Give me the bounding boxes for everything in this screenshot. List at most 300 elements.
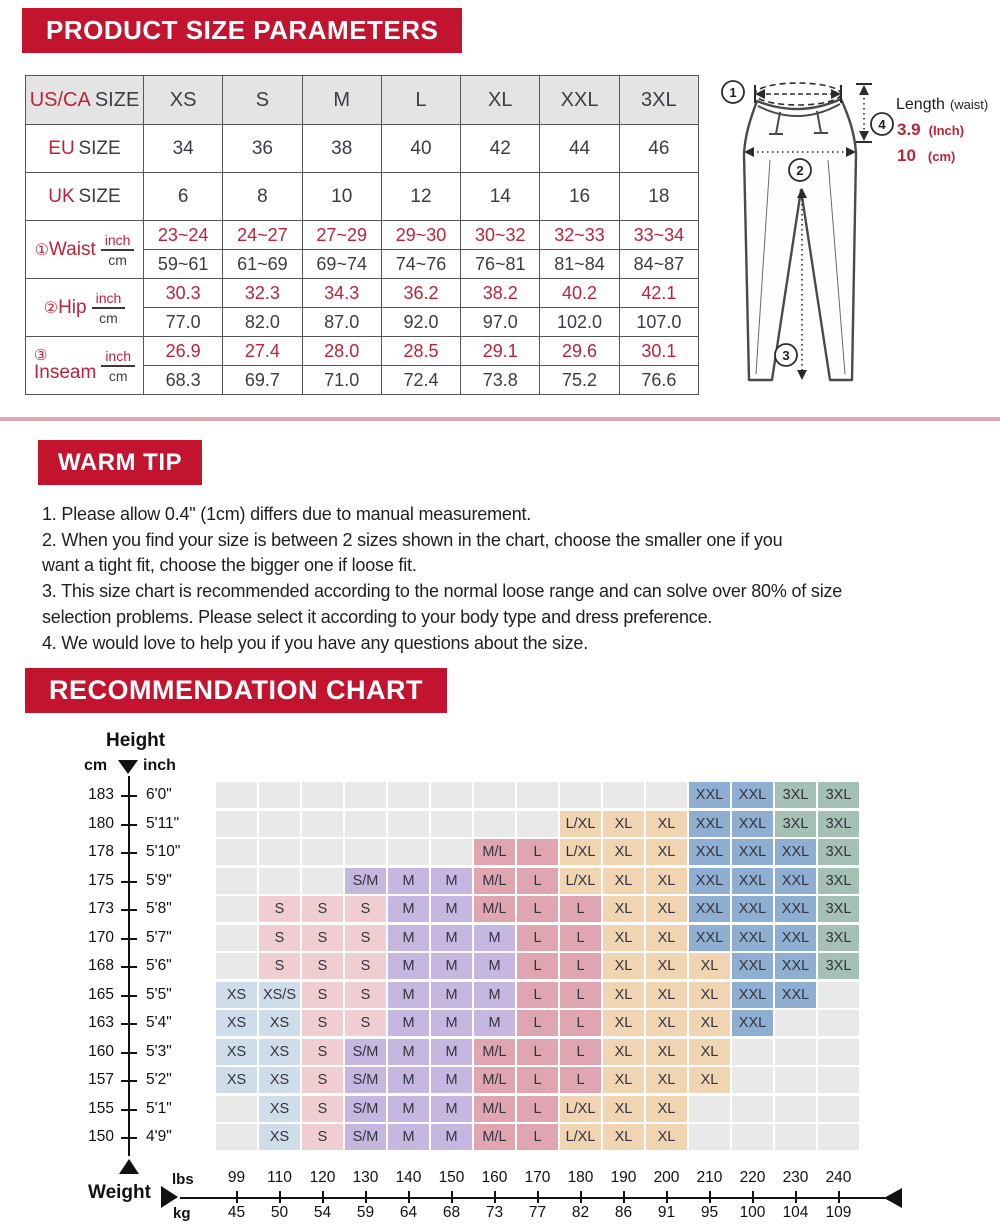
waist-cm-value: 76~81 <box>461 250 540 279</box>
size-cell: M <box>431 1067 472 1093</box>
size-cell: M <box>474 982 515 1008</box>
hip-cm-value: 77.0 <box>144 308 223 337</box>
height-cm-value: 157 <box>88 1071 114 1088</box>
empty-cell <box>818 1010 859 1036</box>
weight-axis-tick <box>365 1191 367 1203</box>
empty-cell <box>431 811 472 837</box>
size-cell: L <box>560 925 601 951</box>
weight-axis-tick <box>709 1191 711 1203</box>
size-cell: XXL <box>775 982 816 1008</box>
height-axis-tick <box>121 1109 137 1111</box>
size-cell: 3XL <box>818 811 859 837</box>
size-cell: M <box>388 953 429 979</box>
inseam-cm-value: 71.0 <box>302 366 381 395</box>
size-cell: M <box>388 1124 429 1150</box>
height-cm-value: 175 <box>88 871 114 889</box>
height-axis-tick <box>121 995 137 997</box>
size-column-header: L <box>381 76 460 125</box>
empty-cell <box>345 811 386 837</box>
size-cell: L <box>517 1010 558 1036</box>
size-cell: XXL <box>732 811 773 837</box>
size-cell: M/L <box>474 1096 515 1122</box>
size-cells <box>216 1096 859 1122</box>
height-axis-title: Height <box>106 730 166 751</box>
empty-cell <box>603 782 644 808</box>
size-table-header-row <box>26 76 699 125</box>
eu-size-value: 42 <box>461 125 540 173</box>
size-cells <box>216 1067 859 1093</box>
size-cell: XL <box>646 1010 687 1036</box>
weight-kg-value: 45 <box>227 1204 246 1221</box>
size-cell: XL <box>646 1039 687 1065</box>
height-cm-value: 180 <box>88 814 114 832</box>
size-cell: XL <box>603 868 644 894</box>
size-cell: L <box>560 1039 601 1065</box>
size-word-label: SIZE <box>90 88 140 111</box>
size-column-header: M <box>302 76 381 125</box>
waist-inch-value: 30~32 <box>461 221 540 250</box>
weight-unit-lbs: lbs <box>172 1171 194 1188</box>
eu-size-value: 44 <box>540 125 619 173</box>
tip-line: 1. Please allow 0.4" (1cm) differs due to manual measurement. <box>42 504 532 524</box>
weight-kg-value: 95 <box>700 1204 719 1221</box>
empty-cell <box>560 782 601 808</box>
inseam-cm-value: 73.8 <box>461 366 540 395</box>
waist-name-text: Waist <box>48 238 96 260</box>
weight-lbs-value: 140 <box>395 1169 422 1186</box>
weight-kg-value: 54 <box>313 1204 332 1221</box>
size-cell: M <box>388 925 429 951</box>
height-row <box>0 782 1000 809</box>
weight-axis-tick <box>537 1191 539 1203</box>
callout-1-number: 1 <box>729 85 737 100</box>
size-word-label: SIZE <box>74 137 121 159</box>
size-cell: M/L <box>474 868 515 894</box>
size-cell: L <box>517 868 558 894</box>
size-cell: M <box>431 953 472 979</box>
size-cell: XS <box>259 1096 300 1122</box>
height-axis-arrow-up-icon <box>119 1159 139 1174</box>
empty-cell <box>732 1067 773 1093</box>
size-cell: XXL <box>689 811 730 837</box>
size-cell: XXL <box>732 896 773 922</box>
empty-cell <box>732 1096 773 1122</box>
size-cell: XXL <box>732 782 773 808</box>
size-cell: L <box>560 896 601 922</box>
size-cell: 3XL <box>775 811 816 837</box>
inseam-inch-row <box>26 337 699 366</box>
size-cell: L/XL <box>560 839 601 865</box>
inseam-cm-value: 76.6 <box>619 366 698 395</box>
weight-kg-value: 100 <box>739 1204 766 1221</box>
size-cell: L <box>560 982 601 1008</box>
size-cell: XS <box>216 1067 257 1093</box>
waist-name <box>35 239 96 261</box>
callout-4-number: 4 <box>878 117 886 132</box>
height-row <box>0 868 1000 895</box>
length-waist-label: Length (waist) <box>896 96 989 113</box>
weight-axis-tick <box>236 1191 238 1203</box>
tip-line: 3. This size chart is recommended according to the normal loose range and can solve over 80% of size <box>42 581 843 602</box>
size-cell: XXL <box>732 839 773 865</box>
size-cell: XL <box>646 839 687 865</box>
empty-cell <box>259 839 300 865</box>
empty-cell <box>517 811 558 837</box>
size-column-header: S <box>223 76 302 125</box>
size-cell: L <box>560 953 601 979</box>
inseam-unit-fraction <box>101 348 135 384</box>
weight-lbs-value: 99 <box>227 1169 246 1186</box>
size-column-header: XL <box>461 76 540 125</box>
empty-cell <box>732 1124 773 1150</box>
weight-lbs-value: 160 <box>481 1169 508 1186</box>
size-cell: XXL <box>732 868 773 894</box>
weight-axis-tick <box>580 1191 582 1203</box>
weight-lbs-value: 170 <box>524 1169 551 1186</box>
hip-label-wrap <box>26 290 143 326</box>
us-ca-region-label: US/CA <box>29 88 91 111</box>
size-cell: XS/S <box>259 982 300 1008</box>
weight-kg-value: 50 <box>270 1204 289 1221</box>
empty-cell <box>216 868 257 894</box>
size-cell: M <box>474 1010 515 1036</box>
height-axis-tick <box>121 1052 137 1054</box>
inseam-inch-value: 26.9 <box>144 337 223 366</box>
hip-cm-value: 87.0 <box>302 308 381 337</box>
size-cell: XL <box>603 1096 644 1122</box>
band-arrowhead-top <box>859 85 869 95</box>
height-axis-tick <box>121 795 137 797</box>
empty-cell <box>259 868 300 894</box>
size-cell: 3XL <box>818 925 859 951</box>
height-cm-value: 173 <box>88 900 114 917</box>
inseam-callout-number: ③ <box>34 346 48 364</box>
weight-lbs-value: 150 <box>438 1169 465 1186</box>
height-row <box>0 1010 1000 1037</box>
size-cell: S <box>302 1067 343 1093</box>
empty-cell <box>689 1124 730 1150</box>
size-cells <box>216 782 859 808</box>
height-cm-value: 178 <box>88 843 114 860</box>
size-cell: XXL <box>689 868 730 894</box>
size-cell: L <box>560 1067 601 1093</box>
size-cells <box>216 1039 859 1065</box>
height-inch-value: 6'0" <box>146 786 172 803</box>
uk-size-value: 12 <box>381 173 460 221</box>
section-title-product-size-parameters: PRODUCT SIZE PARAMETERS <box>22 8 462 53</box>
height-axis-tick <box>121 1080 137 1082</box>
section-divider <box>0 417 1000 421</box>
size-cell: S <box>345 1010 386 1036</box>
size-cell: 3XL <box>775 782 816 808</box>
inseam-inch-value: 30.1 <box>619 337 698 366</box>
uk-size-value: 16 <box>540 173 619 221</box>
height-inch-value: 5'4" <box>146 1014 172 1031</box>
height-cm-value: 150 <box>88 1128 114 1145</box>
size-cell: XL <box>603 982 644 1008</box>
size-cell: L <box>560 1010 601 1036</box>
height-row <box>0 811 1000 838</box>
size-cell: S <box>302 1124 343 1150</box>
height-axis-arrow-down-icon <box>118 760 138 774</box>
height-inch-value: 5'10" <box>146 843 181 860</box>
empty-cell <box>259 782 300 808</box>
size-cell: L <box>517 1096 558 1122</box>
size-cell: XXL <box>689 839 730 865</box>
empty-cell <box>216 1124 257 1150</box>
size-cell: S <box>302 1039 343 1065</box>
empty-cell <box>302 811 343 837</box>
section-title-warm-tip: WARM TIP <box>38 440 202 485</box>
hip-inch-value: 34.3 <box>302 279 381 308</box>
size-cells <box>216 896 859 922</box>
hip-inch-row <box>26 279 699 308</box>
weight-lbs-value: 180 <box>567 1169 594 1186</box>
size-cell: XL <box>603 811 644 837</box>
waist-arrowhead-left <box>755 89 765 99</box>
eu-prefix: EU <box>48 137 75 159</box>
weight-axis-tick <box>279 1191 281 1203</box>
weight-lbs-value: 230 <box>782 1169 809 1186</box>
size-cell: XS <box>216 1039 257 1065</box>
size-cell: L/XL <box>560 811 601 837</box>
size-cell: L/XL <box>560 1124 601 1150</box>
empty-cell <box>216 953 257 979</box>
weight-axis-tick <box>494 1191 496 1203</box>
size-cell: S <box>302 896 343 922</box>
empty-cell <box>388 839 429 865</box>
size-cell: XXL <box>689 925 730 951</box>
size-cell: XS <box>259 1039 300 1065</box>
empty-cell <box>216 811 257 837</box>
inseam-name-text: Inseam <box>34 362 97 384</box>
size-cell: XXL <box>732 1010 773 1036</box>
size-cell: 3XL <box>818 839 859 865</box>
size-cells <box>216 925 859 951</box>
weight-kg-value: 82 <box>571 1204 590 1221</box>
size-cell: XL <box>646 1067 687 1093</box>
weight-kg-value: 73 <box>485 1204 504 1221</box>
empty-cell <box>345 782 386 808</box>
waist-label-wrap <box>26 232 143 268</box>
weight-axis-tick <box>752 1191 754 1203</box>
weight-lbs-value: 200 <box>653 1169 680 1186</box>
height-row <box>0 1096 1000 1123</box>
size-cell: XXL <box>775 896 816 922</box>
size-cell: S <box>345 982 386 1008</box>
weight-kg-value: 77 <box>528 1204 547 1221</box>
band-arrowhead-bottom <box>859 131 869 141</box>
waist-cm-value: 69~74 <box>302 250 381 279</box>
size-column-header: 3XL <box>619 76 698 125</box>
eu-size-value: 46 <box>619 125 698 173</box>
size-cells <box>216 953 859 979</box>
size-cell: XXL <box>732 925 773 951</box>
empty-cell <box>302 839 343 865</box>
uk-size-value: 10 <box>302 173 381 221</box>
size-cell: XL <box>689 1039 730 1065</box>
waist-callout-number: ① <box>34 241 49 259</box>
weight-axis-tick <box>322 1191 324 1203</box>
size-cell: S/M <box>345 1096 386 1122</box>
size-cell: S <box>259 925 300 951</box>
uk-size-value: 18 <box>619 173 698 221</box>
size-cell: XL <box>689 1010 730 1036</box>
waist-row-label <box>26 221 144 279</box>
size-cell: XS <box>216 982 257 1008</box>
weight-axis-arrow-left-icon <box>884 1188 902 1208</box>
hip-name-text: Hip <box>58 296 87 318</box>
weight-axis-line <box>180 1197 885 1199</box>
weight-lbs-value: 220 <box>739 1169 766 1186</box>
size-cell: S <box>345 925 386 951</box>
size-cell: M <box>474 953 515 979</box>
size-cell: L <box>517 1039 558 1065</box>
inseam-row-label <box>26 337 144 395</box>
height-row <box>0 1067 1000 1094</box>
waist-unit-fraction <box>101 232 135 268</box>
size-cell: M <box>431 896 472 922</box>
size-cell: M <box>431 925 472 951</box>
size-cell: XL <box>603 1124 644 1150</box>
size-cells <box>216 982 859 1008</box>
waist-inch-value: 24~27 <box>223 221 302 250</box>
hip-name <box>44 297 87 319</box>
height-axis-tick <box>121 909 137 911</box>
hip-inch-value: 32.3 <box>223 279 302 308</box>
size-cell: M <box>388 896 429 922</box>
size-cell: M <box>431 1039 472 1065</box>
size-cell: XXL <box>689 782 730 808</box>
weight-kg-value: 104 <box>782 1204 809 1221</box>
size-cell: S <box>345 953 386 979</box>
height-cm-value: 163 <box>88 1014 114 1031</box>
size-cell: L <box>517 1067 558 1093</box>
size-cell: S <box>259 896 300 922</box>
empty-cell <box>388 811 429 837</box>
inseam-inch-value: 28.5 <box>381 337 460 366</box>
height-inch-value: 5'2" <box>146 1071 172 1088</box>
size-cell: S <box>302 925 343 951</box>
size-cell: M <box>388 1067 429 1093</box>
height-axis-tick <box>121 938 137 940</box>
pants-measurement-diagram <box>700 72 1000 407</box>
size-cell: XL <box>646 868 687 894</box>
height-row <box>0 1124 1000 1151</box>
size-cell: S <box>345 896 386 922</box>
eu-size-value: 36 <box>223 125 302 173</box>
waist-cm-value: 61~69 <box>223 250 302 279</box>
section-title-recommendation-chart: RECOMMENDATION CHART <box>25 668 447 713</box>
weight-lbs-value: 210 <box>696 1169 723 1186</box>
inseam-label-wrap <box>26 348 143 384</box>
recommendation-chart <box>0 660 1000 1228</box>
uk-size-value: 14 <box>461 173 540 221</box>
hip-inch-value: 30.3 <box>144 279 223 308</box>
inseam-unit-inch: inch <box>101 348 135 367</box>
empty-cell <box>388 782 429 808</box>
weight-kg-value: 91 <box>657 1204 676 1221</box>
size-cell: XXL <box>732 953 773 979</box>
size-table <box>25 75 699 395</box>
empty-cell <box>216 839 257 865</box>
hip-cm-value: 97.0 <box>461 308 540 337</box>
size-cell: XL <box>689 953 730 979</box>
waist-cm-value: 84~87 <box>619 250 698 279</box>
size-cell: XS <box>259 1124 300 1150</box>
height-unit-inch: inch <box>143 757 176 774</box>
empty-cell <box>818 1067 859 1093</box>
size-cell: S <box>302 1010 343 1036</box>
uk-row-label <box>26 173 144 221</box>
empty-cell <box>818 982 859 1008</box>
empty-cell <box>216 1096 257 1122</box>
size-cell: S/M <box>345 1039 386 1065</box>
height-row <box>0 896 1000 923</box>
height-axis-tick <box>121 824 137 826</box>
tip-line: want a tight fit, choose the bigger one if loose fit. <box>42 555 417 576</box>
eu-row-label <box>26 125 144 173</box>
size-cell: S <box>302 1096 343 1122</box>
inseam-inch-value: 28.0 <box>302 337 381 366</box>
uk-size-value: 8 <box>223 173 302 221</box>
weight-axis-tick <box>666 1191 668 1203</box>
eu-size-row <box>26 125 699 173</box>
empty-cell <box>431 782 472 808</box>
size-cells <box>216 1010 859 1036</box>
height-inch-value: 5'8" <box>146 900 172 917</box>
empty-cell <box>259 811 300 837</box>
waist-cm-value: 81~84 <box>540 250 619 279</box>
height-inch-value: 4'9" <box>146 1128 172 1145</box>
size-cells <box>216 811 859 837</box>
size-cell: M <box>388 1039 429 1065</box>
empty-cell <box>216 896 257 922</box>
size-column-header: XXL <box>540 76 619 125</box>
size-cell: XL <box>603 896 644 922</box>
waist-unit-inch: inch <box>101 232 135 251</box>
inseam-cm-value: 75.2 <box>540 366 619 395</box>
height-cm-value: 165 <box>88 985 114 1003</box>
waist-inch-value: 33~34 <box>619 221 698 250</box>
empty-cell <box>216 925 257 951</box>
size-cell: XL <box>646 896 687 922</box>
size-cell: L/XL <box>560 1096 601 1122</box>
height-inch-value: 5'1" <box>146 1099 172 1117</box>
height-inch-value: 5'7" <box>146 928 172 946</box>
size-cell: XXL <box>732 982 773 1008</box>
height-axis-tick <box>121 881 137 883</box>
height-cm-value: 168 <box>88 957 114 974</box>
empty-cell <box>216 782 257 808</box>
size-cell: S <box>302 982 343 1008</box>
empty-cell <box>775 1067 816 1093</box>
size-cell: M <box>431 1124 472 1150</box>
hip-unit-inch: inch <box>92 290 126 309</box>
size-cell: XS <box>259 1067 300 1093</box>
empty-cell <box>775 1096 816 1122</box>
size-cells <box>216 839 859 865</box>
weight-axis-tick <box>838 1191 840 1203</box>
size-cell: L <box>517 839 558 865</box>
size-cell: S/M <box>345 1124 386 1150</box>
waist-inch-value: 32~33 <box>540 221 619 250</box>
size-cell: XL <box>689 982 730 1008</box>
size-cell: M <box>388 1010 429 1036</box>
size-cell: XXL <box>775 953 816 979</box>
empty-cell <box>818 1096 859 1122</box>
callout-3-number: 3 <box>782 348 790 363</box>
